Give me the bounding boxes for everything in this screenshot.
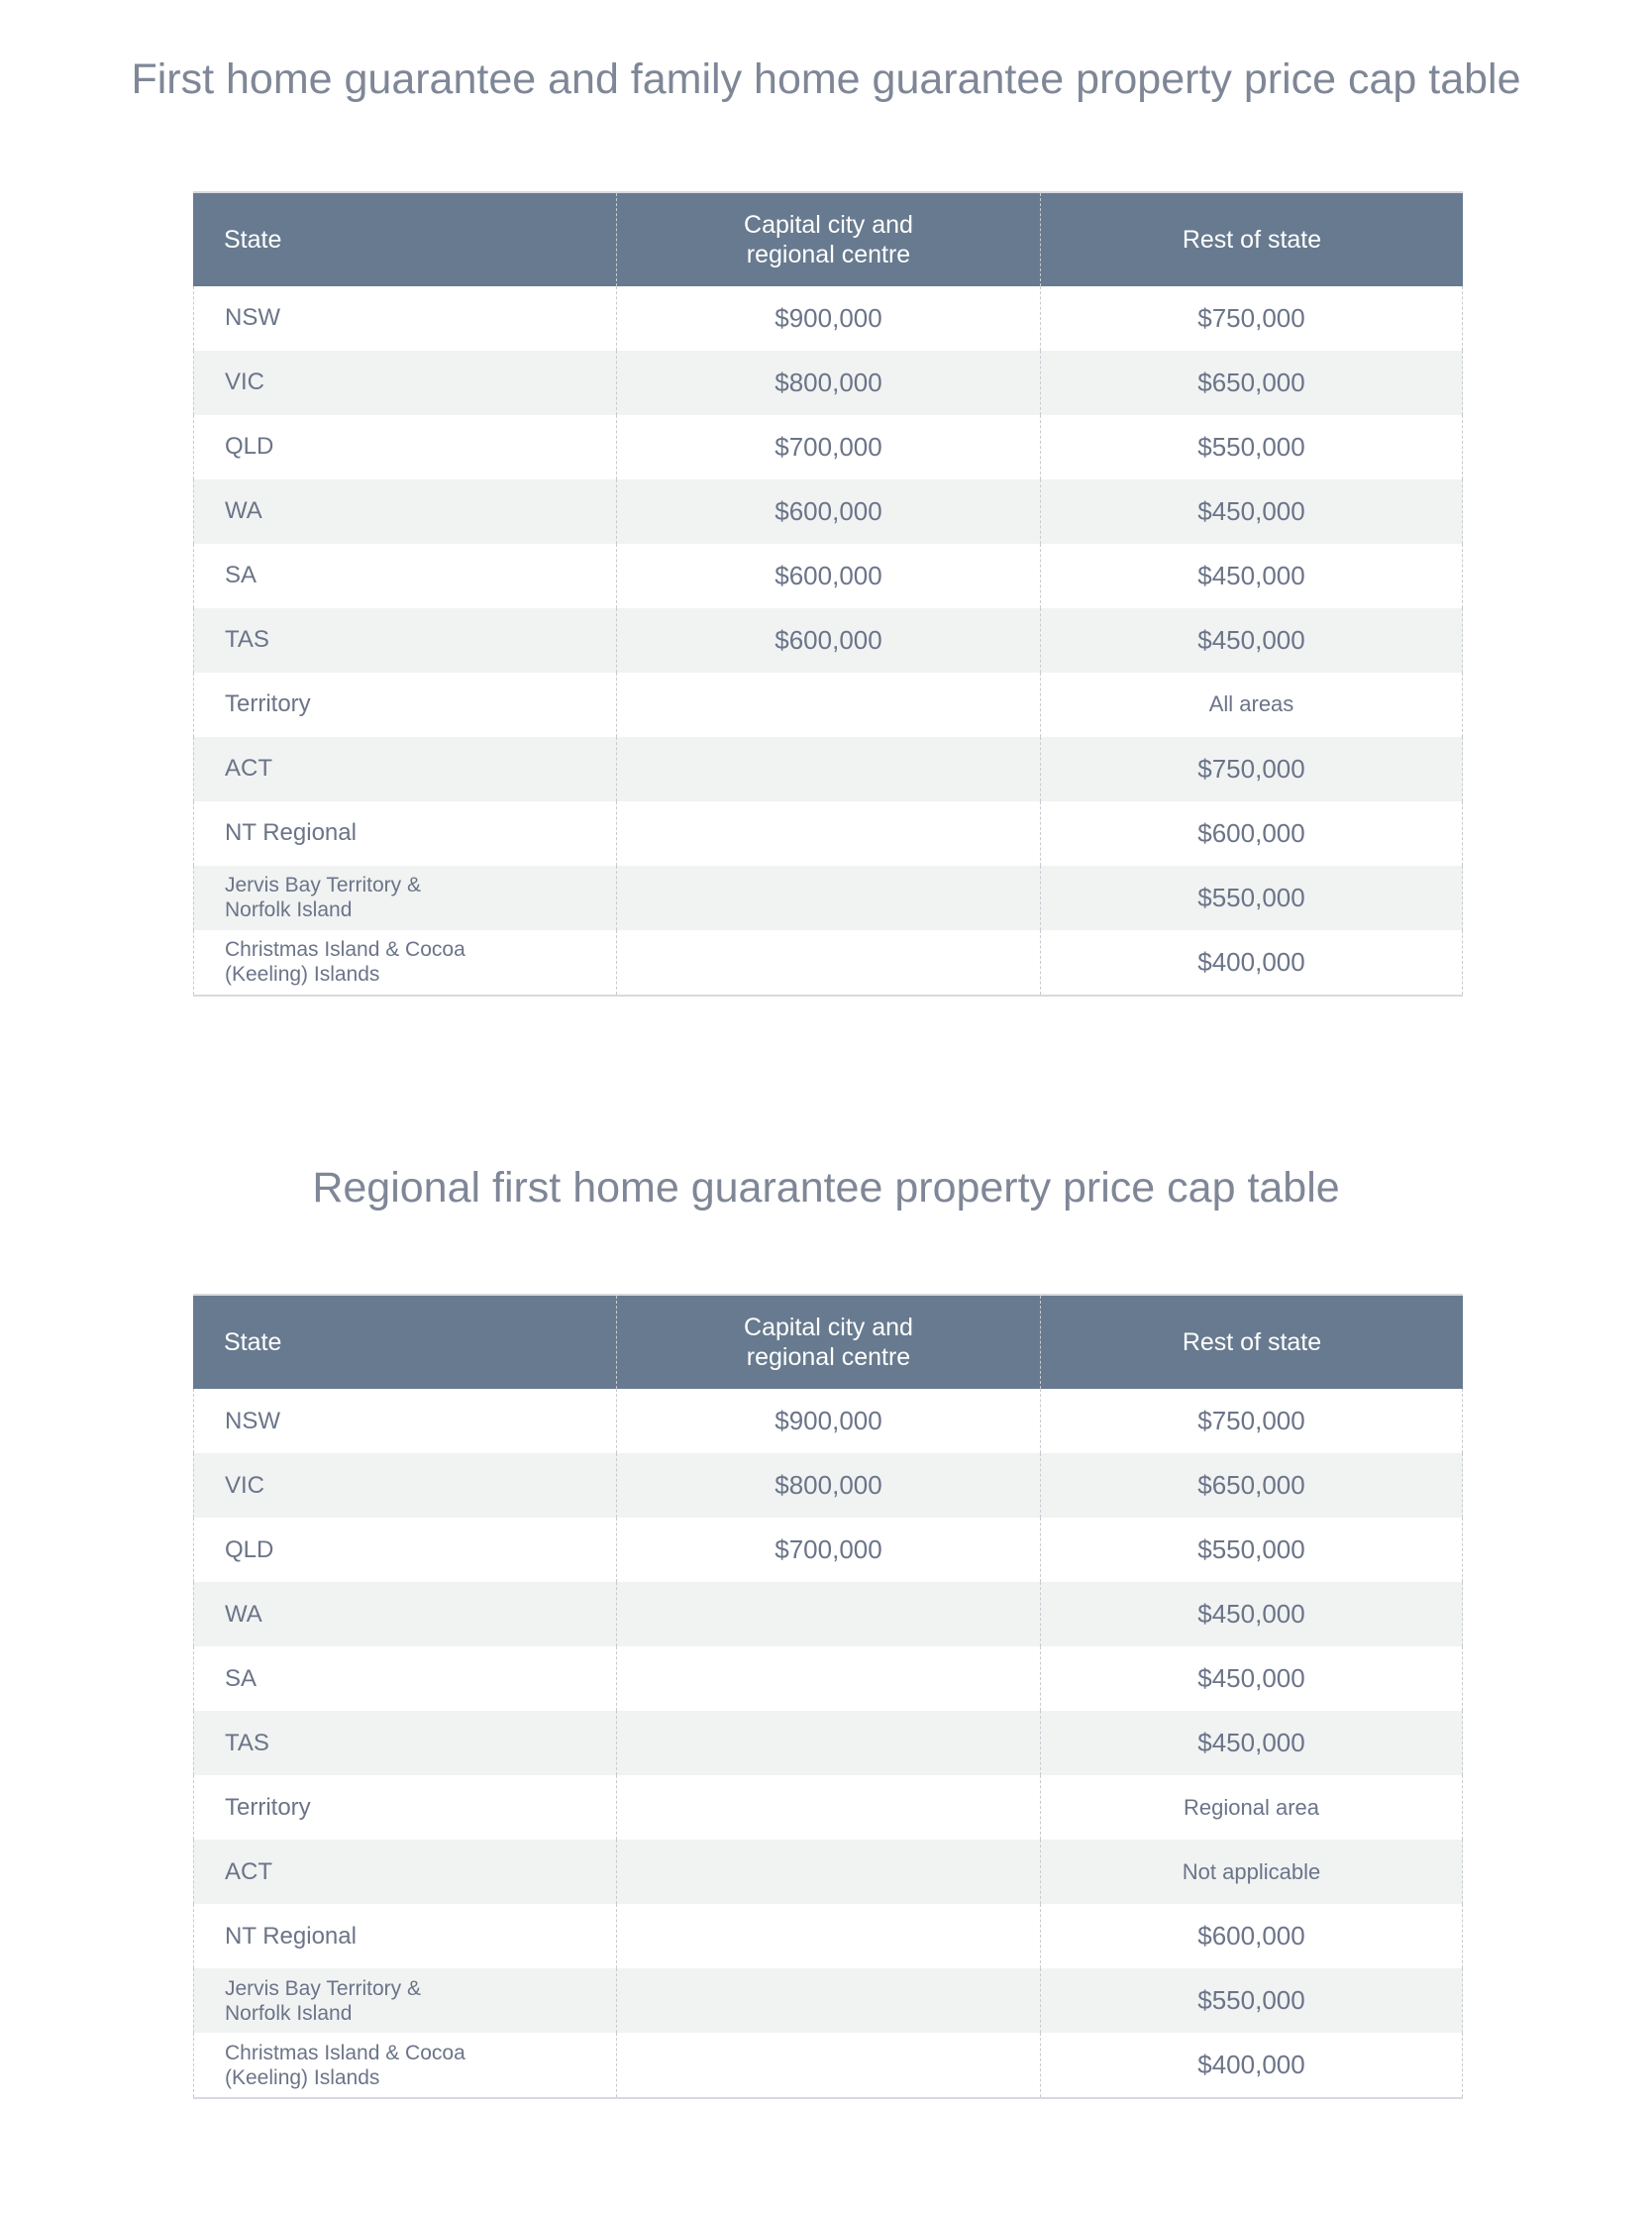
capital-city-cell: $800,000 xyxy=(617,1453,1041,1518)
capital-city-cell xyxy=(617,1582,1041,1646)
table-body xyxy=(193,1389,1463,2097)
state-cell: Jervis Bay Territory & Norfolk Island xyxy=(193,1968,617,2033)
capital-city-cell: $600,000 xyxy=(617,479,1041,544)
state-cell: SA xyxy=(193,1646,617,1711)
header-state: State xyxy=(193,1296,617,1389)
rest-of-state-cell: $450,000 xyxy=(1041,1582,1463,1646)
capital-city-cell xyxy=(617,1904,1041,1968)
rest-of-state-cell: $450,000 xyxy=(1041,1646,1463,1711)
rest-of-state-cell: $550,000 xyxy=(1041,415,1463,479)
state-cell: TAS xyxy=(193,608,617,673)
table-row xyxy=(193,930,1463,995)
table-row xyxy=(193,608,1463,673)
rest-of-state-cell: $450,000 xyxy=(1041,608,1463,673)
rest-of-state-cell: $750,000 xyxy=(1041,1389,1463,1453)
rest-of-state-cell: $450,000 xyxy=(1041,544,1463,608)
capital-city-cell xyxy=(617,1646,1041,1711)
table-row xyxy=(193,1582,1463,1646)
capital-city-cell: $700,000 xyxy=(617,1518,1041,1582)
state-cell: WA xyxy=(193,479,617,544)
rest-of-state-cell: $600,000 xyxy=(1041,1904,1463,1968)
capital-city-cell xyxy=(617,1968,1041,2033)
table-row xyxy=(193,1840,1463,1904)
state-cell: ACT xyxy=(193,1840,617,1904)
table-row xyxy=(193,286,1463,351)
table-row xyxy=(193,1968,1463,2033)
rest-of-state-cell: $550,000 xyxy=(1041,1968,1463,2033)
rest-of-state-cell: $400,000 xyxy=(1041,2033,1463,2097)
state-cell: Christmas Island & Cocoa (Keeling) Islands xyxy=(193,930,617,995)
rest-of-state-cell: $550,000 xyxy=(1041,866,1463,930)
capital-city-cell: $800,000 xyxy=(617,351,1041,415)
table-row xyxy=(193,2033,1463,2097)
price-cap-table-2 xyxy=(193,1294,1463,2099)
state-cell: ACT xyxy=(193,737,617,801)
state-cell: NT Regional xyxy=(193,801,617,866)
state-cell: QLD xyxy=(193,415,617,479)
rest-of-state-cell: Regional area xyxy=(1041,1775,1463,1840)
state-cell: Territory xyxy=(193,673,617,737)
capital-city-cell xyxy=(617,1711,1041,1775)
state-cell: NSW xyxy=(193,286,617,351)
table-row xyxy=(193,1711,1463,1775)
table-row xyxy=(193,351,1463,415)
table-row xyxy=(193,1904,1463,1968)
header-capital-city xyxy=(617,193,1041,286)
rest-of-state-cell: $750,000 xyxy=(1041,737,1463,801)
table-row xyxy=(193,801,1463,866)
rest-of-state-cell: $650,000 xyxy=(1041,351,1463,415)
header-capital-city xyxy=(617,1296,1041,1389)
rest-of-state-cell: Not applicable xyxy=(1041,1840,1463,1904)
state-cell: VIC xyxy=(193,1453,617,1518)
capital-city-cell: $700,000 xyxy=(617,415,1041,479)
table-row xyxy=(193,1646,1463,1711)
capital-city-cell xyxy=(617,737,1041,801)
table-row xyxy=(193,544,1463,608)
state-cell: Territory xyxy=(193,1775,617,1840)
table-row xyxy=(193,1775,1463,1840)
state-cell: NSW xyxy=(193,1389,617,1453)
table-row xyxy=(193,737,1463,801)
rest-of-state-cell: $550,000 xyxy=(1041,1518,1463,1582)
state-cell: TAS xyxy=(193,1711,617,1775)
table-row xyxy=(193,1453,1463,1518)
table-row xyxy=(193,479,1463,544)
header-capital-city-label: Capital city and regional centre xyxy=(744,1314,913,1372)
capital-city-cell xyxy=(617,930,1041,995)
capital-city-cell xyxy=(617,1840,1041,1904)
rest-of-state-cell: $600,000 xyxy=(1041,801,1463,866)
table-row xyxy=(193,415,1463,479)
capital-city-cell xyxy=(617,866,1041,930)
table-body xyxy=(193,286,1463,995)
state-cell: QLD xyxy=(193,1518,617,1582)
header-rest-of-state: Rest of state xyxy=(1182,225,1322,254)
state-cell: Jervis Bay Territory & Norfolk Island xyxy=(193,866,617,930)
rest-of-state-cell: $750,000 xyxy=(1041,286,1463,351)
table-row xyxy=(193,866,1463,930)
rest-of-state-cell: $400,000 xyxy=(1041,930,1463,995)
rest-of-state-cell: $450,000 xyxy=(1041,1711,1463,1775)
capital-city-cell: $900,000 xyxy=(617,286,1041,351)
price-cap-table-1 xyxy=(193,191,1463,997)
state-cell: SA xyxy=(193,544,617,608)
rest-of-state-cell: All areas xyxy=(1041,673,1463,737)
capital-city-cell xyxy=(617,1775,1041,1840)
table-row xyxy=(193,1389,1463,1453)
table2-title: Regional first home guarantee property price cap table xyxy=(312,1163,1340,1212)
state-cell: WA xyxy=(193,1582,617,1646)
rest-of-state-cell: $650,000 xyxy=(1041,1453,1463,1518)
capital-city-cell xyxy=(617,801,1041,866)
rest-of-state-cell: $450,000 xyxy=(1041,479,1463,544)
capital-city-cell xyxy=(617,673,1041,737)
state-cell: NT Regional xyxy=(193,1904,617,1968)
header-rest-of-state: Rest of state xyxy=(1182,1328,1322,1357)
table1-title: First home guarantee and family home guarantee property price cap table xyxy=(131,55,1521,103)
table-row xyxy=(193,673,1463,737)
header-state: State xyxy=(193,193,617,286)
capital-city-cell: $600,000 xyxy=(617,608,1041,673)
state-cell: Christmas Island & Cocoa (Keeling) Islands xyxy=(193,2033,617,2097)
capital-city-cell xyxy=(617,2033,1041,2097)
table-header-row xyxy=(193,1294,1463,1389)
state-cell: VIC xyxy=(193,351,617,415)
table-header-row xyxy=(193,191,1463,286)
header-capital-city-label: Capital city and regional centre xyxy=(744,210,913,268)
table-row xyxy=(193,1518,1463,1582)
capital-city-cell: $600,000 xyxy=(617,544,1041,608)
capital-city-cell: $900,000 xyxy=(617,1389,1041,1453)
